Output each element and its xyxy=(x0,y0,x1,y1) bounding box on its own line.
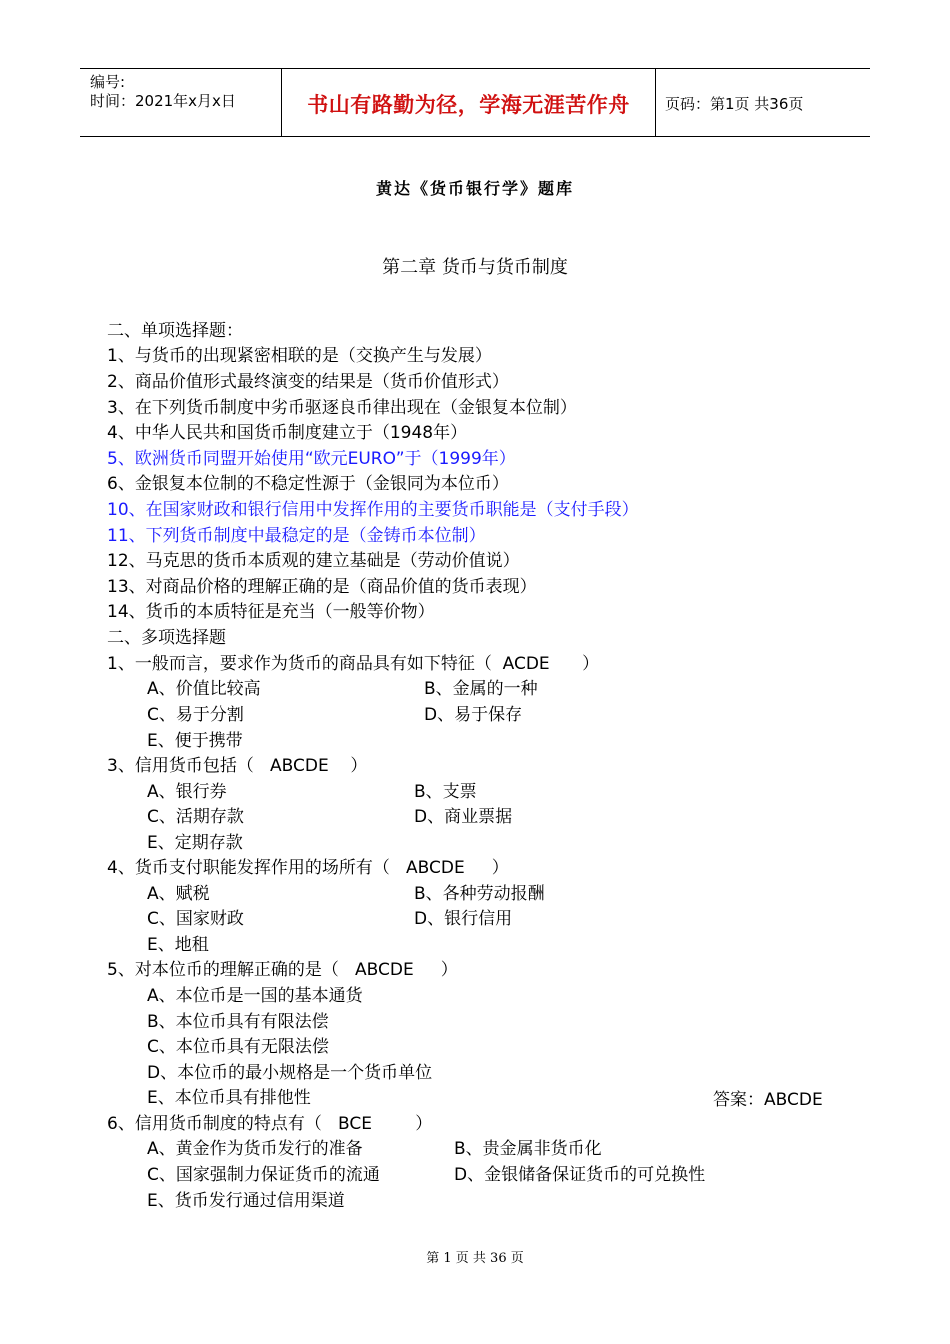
option: E、本位币具有排他性 xyxy=(147,1088,311,1108)
question-item: 12、马克思的货币本质观的建立基础是（劳动价值说） xyxy=(107,551,520,571)
page-info: 页码：第1页 共36页 xyxy=(665,95,804,113)
single-choice-heading: 二、单项选择题： xyxy=(107,321,243,341)
option: C、本位币具有无限法偿 xyxy=(147,1037,329,1057)
multi-choice-heading: 二、多项选择题 xyxy=(107,628,226,648)
option: C、活期存款 xyxy=(147,807,244,827)
option: C、易于分割 xyxy=(147,705,244,725)
question-item: 14、货币的本质特征是充当（一般等价物） xyxy=(107,602,435,622)
option: B、各种劳动报酬 xyxy=(414,884,545,904)
question-item: 2、商品价值形式最终演变的结果是（货币价值形式） xyxy=(107,372,509,392)
option: A、本位币是一国的基本通货 xyxy=(147,986,363,1006)
option: D、银行信用 xyxy=(414,909,513,929)
question-stem: 5、对本位币的理解正确的是（ ABCDE ） xyxy=(107,960,458,980)
question-stem: 3、信用货币包括（ ABCDE ） xyxy=(107,756,368,776)
header-motto-cell xyxy=(281,69,656,136)
question-item: 1、与货币的出现紧密相联的是（交换产生与发展） xyxy=(107,346,492,366)
question-item: 13、对商品价格的理解正确的是（商品价值的货币表现） xyxy=(107,577,537,597)
option: D、商业票据 xyxy=(414,807,513,827)
option: E、货币发行通过信用渠道 xyxy=(147,1191,345,1211)
question-item: 4、中华人民共和国货币制度建立于（1948年） xyxy=(107,423,468,443)
question-stem: 6、信用货币制度的特点有（ BCE ） xyxy=(107,1114,433,1134)
header-meta-cell xyxy=(80,69,281,136)
question-item-highlighted: 11、下列货币制度中最稳定的是（金铸币本位制） xyxy=(107,526,486,546)
question-stem: 1、一般而言，要求作为货币的商品具有如下特征（ ACDE ） xyxy=(107,654,600,674)
serial-label: 编号: xyxy=(90,73,126,91)
question-stem: 4、货币支付职能发挥作用的场所有（ ABCDE ） xyxy=(107,858,509,878)
option: C、国家财政 xyxy=(147,909,244,929)
question-item-highlighted: 5、欧洲货币同盟开始使用“欧元EURO”于（1999年） xyxy=(107,449,516,469)
question-item: 3、在下列货币制度中劣币驱逐良币律出现在（金银复本位制） xyxy=(107,398,577,418)
option: A、赋税 xyxy=(147,884,210,904)
option: A、黄金作为货币发行的准备 xyxy=(147,1139,363,1159)
question-item-highlighted: 10、在国家财政和银行信用中发挥作用的主要货币职能是（支付手段） xyxy=(107,500,639,520)
option: E、地租 xyxy=(147,935,209,955)
option: D、金银储备保证货币的可兑换性 xyxy=(454,1165,706,1185)
header-page-cell xyxy=(655,69,870,136)
page-header xyxy=(80,68,870,137)
option: D、本位币的最小规格是一个货币单位 xyxy=(147,1063,433,1083)
motto-text: 书山有路勤为径，学海无涯苦作舟 xyxy=(307,93,630,117)
option: C、国家强制力保证货币的流通 xyxy=(147,1165,380,1185)
option: B、支票 xyxy=(414,782,477,802)
question-item: 6、金银复本位制的不稳定性源于（金银同为本位币） xyxy=(107,474,509,494)
option: E、便于携带 xyxy=(147,731,243,751)
answer-note: 答案：ABCDE xyxy=(713,1090,823,1110)
option: B、贵金属非货币化 xyxy=(454,1139,602,1159)
option: E、定期存款 xyxy=(147,833,243,853)
date-line: 时间：2021年x月x日 xyxy=(90,92,236,110)
chapter-title: 第二章 货币与货币制度 xyxy=(382,257,568,278)
option: B、金属的一种 xyxy=(424,679,538,699)
page-footer: 第 1 页 共 36 页 xyxy=(426,1251,524,1266)
option: A、银行券 xyxy=(147,782,227,802)
option: B、本位币具有有限法偿 xyxy=(147,1012,329,1032)
document-title: 黄达《货币银行学》题库 xyxy=(375,179,574,198)
option: D、易于保存 xyxy=(424,705,523,725)
option: A、价值比较高 xyxy=(147,679,261,699)
